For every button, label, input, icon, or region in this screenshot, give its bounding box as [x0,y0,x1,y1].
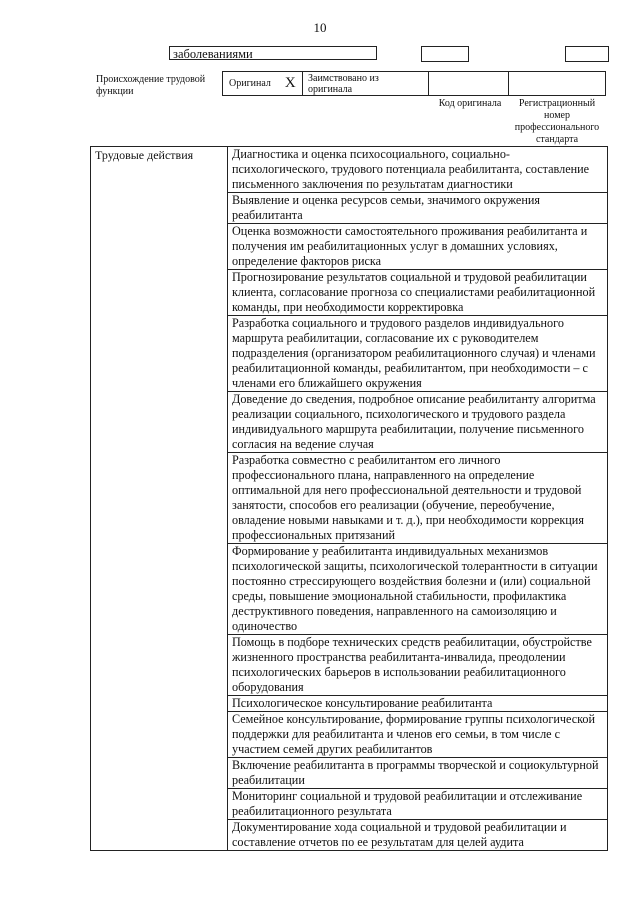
labor-actions-label: Трудовые действия [91,147,228,851]
labor-action-item: Мониторинг социальной и трудовой реабилитации и отслеживание реабилитационного результата [228,789,608,820]
code-original-label: Код оригинала [438,98,502,109]
labor-action-item: Разработка социального и трудового разделов индивидуального маршрута реабилитации, согласование их с руководителем подразделения (организатором реабилитационного случая) и членами реабилитационной команды, реабилитантом, при необходимости – с членами его ближайшего окружения [228,316,608,392]
labor-action-item: Прогнозирование результатов социальной и трудовой реабилитации клиента, согласование прогноза со специалистами реабилитационной команды, при необходимости корректировка [228,270,608,316]
labor-action-item: Диагностика и оценка психосоциального, социально-психологического, трудового потенциала реабилитанта, составление письменного заключения по результатам диагностики [228,147,608,193]
labor-action-item: Помощь в подборе технических средств реабилитации, обустройстве жизненного пространства реабилитанта-инвалида, преодолении психологических барьеров в использовании реабилитационного оборудования [228,635,608,696]
table-row [91,147,608,193]
level-box [565,46,609,62]
labor-action-item: Психологическое консультирование реабилитанта [228,696,608,712]
origin-table [222,71,606,96]
registration-number-cell [509,72,605,95]
labor-action-item: Формирование у реабилитанта индивидуальных механизмов психологической защиты, психологической толерантности в ситуации постоянно стрессирующего воздействия болезни и (или) социальной среды, повышение эмоциональной стабильности, профилактика деструктивного поведения, направленного на самоизоляцию и одиночество [228,544,608,635]
original-code-cell [429,72,509,95]
original-label: Оригинал [229,78,271,89]
labor-action-item: Разработка совместно с реабилитантом его личного профессионального плана, направленного на определение оптимальной для него профессиональной деятельности и трудовой занятости, способов его реализации (обучение, переобучение, овладение новыми навыками и т. д.), при необходимости коррекция профессиональных притязаний [228,453,608,544]
original-mark: X [284,75,296,91]
borrowed-cell: Заимствовано из оригинала [303,72,429,95]
original-cell [223,72,303,95]
code-box [421,46,469,62]
labor-action-item: Доведение до сведения, подробное описание реабилитанту алгоритма реализации социального, психологического и трудового раздела индивидуального маршрута реабилитации, получение письменного согласия на ведение случая [228,392,608,453]
labor-actions-table [90,146,608,851]
page-number: 10 [313,20,327,35]
labor-action-item: Включение реабилитанта в программы творческой и социокультурной реабилитации [228,758,608,789]
labor-action-item: Семейное консультирование, формирование группы психологической поддержки для реабилитанта и членов его семьи, в том числе с участием семей других реабилитантов [228,712,608,758]
work-function-name-field: заболеваниями [169,46,377,60]
labor-action-item: Выявление и оценка ресурсов семьи, значимого окружения реабилитанта [228,193,608,224]
labor-action-item: Документирование хода социальной и трудовой реабилитации и составление отчетов по ее результатам для целей аудита [228,820,608,851]
labor-action-item: Оценка возможности самостоятельного проживания реабилитанта и получения им реабилитационных услуг в домашних условиях, определение факторов риска [228,224,608,270]
registration-number-label: Регистрационный номер профессионального стандарта [514,98,600,145]
origin-label: Происхождение трудовой функции [96,74,206,97]
